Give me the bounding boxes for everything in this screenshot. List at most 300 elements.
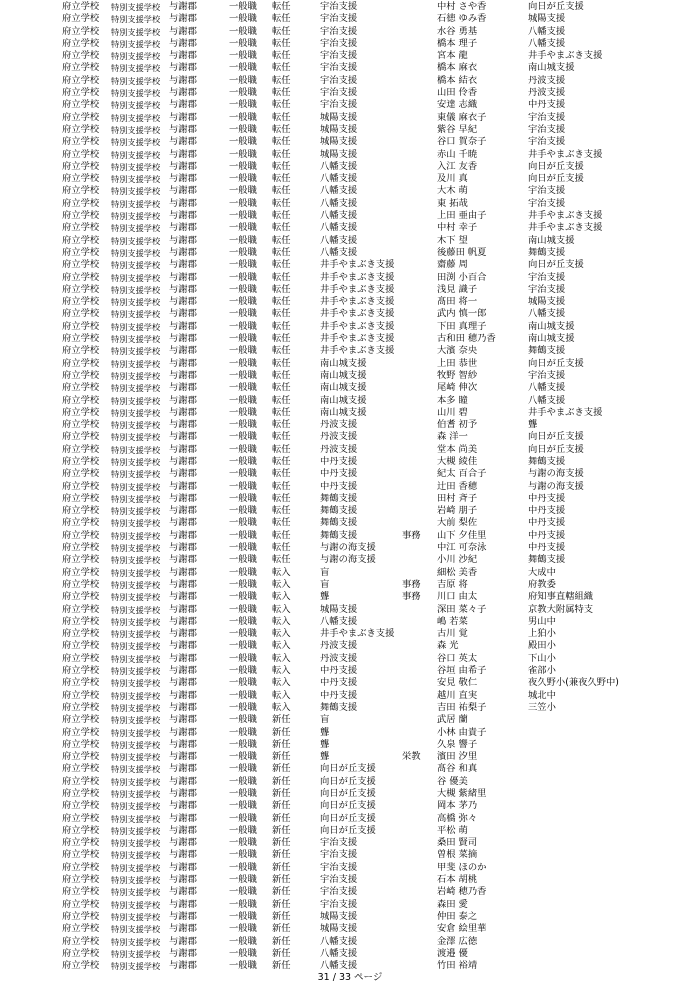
table-row: [0, 112, 700, 124]
staff-name-cell: 伯耆 初予: [437, 419, 478, 431]
job-class-cell: 一般職: [229, 246, 257, 258]
transfer-type-cell: 新任: [272, 898, 291, 910]
school-category-cell: 府立学校: [62, 197, 100, 209]
transfer-type-cell: 新任: [272, 849, 291, 861]
school-type-cell: 特別支援学校: [111, 88, 161, 99]
table-row: [0, 358, 700, 370]
district-cell: 与謝郡: [169, 1, 197, 12]
district-cell: 与謝郡: [169, 824, 197, 836]
staff-name-cell: 曽根 菜摘: [437, 849, 478, 861]
table-row: [0, 407, 700, 419]
destination-cell: 丹波支援: [320, 431, 358, 443]
staff-name-cell: 水谷 勇基: [437, 25, 478, 37]
school-category-cell: 府立学校: [62, 210, 100, 222]
destination-cell: 中丹支援: [320, 665, 358, 677]
school-type-cell: 特別支援学校: [111, 14, 161, 25]
district-cell: 与謝郡: [169, 431, 197, 443]
district-cell: 与謝郡: [169, 849, 197, 861]
destination-cell: 南山城支援: [320, 357, 367, 369]
origin-cell: 八幡支援: [528, 25, 566, 37]
school-category-cell: 府立学校: [62, 185, 100, 197]
school-category-cell: 府立学校: [62, 148, 100, 160]
destination-cell: 井手やまぶき支援: [320, 283, 395, 295]
district-cell: 与謝郡: [169, 910, 197, 922]
district-cell: 与謝郡: [169, 185, 197, 197]
district-cell: 与謝郡: [169, 898, 197, 910]
school-category-cell: 府立学校: [62, 87, 100, 99]
school-category-cell: 府立学校: [62, 640, 100, 652]
school-type-cell: 特別支援学校: [111, 186, 161, 197]
school-type-cell: 特別支援学校: [111, 666, 161, 677]
origin-cell: 八幡支援: [528, 394, 566, 406]
staff-name-cell: 武内 慎一郎: [437, 308, 487, 320]
staff-name-cell: 甲斐 ほのか: [437, 861, 487, 873]
destination-cell: 八幡支援: [320, 185, 358, 197]
transfer-type-cell: 転任: [272, 455, 291, 467]
staff-name-cell: 小林 由貴子: [437, 726, 487, 738]
job-class-cell: 一般職: [229, 517, 257, 529]
destination-cell: 宇治支援: [320, 13, 358, 25]
table-row: [0, 38, 700, 50]
table-row: [0, 136, 700, 148]
school-category-cell: 府立学校: [62, 443, 100, 455]
transfer-type-cell: 新任: [272, 886, 291, 898]
personnel-list: [0, 1, 700, 972]
school-type-cell: 特別支援学校: [111, 813, 161, 824]
district-cell: 与謝郡: [169, 517, 197, 529]
school-category-cell: 府立学校: [62, 480, 100, 492]
transfer-type-cell: 転入: [272, 665, 291, 677]
school-category-cell: 府立学校: [62, 652, 100, 664]
school-category-cell: 府立学校: [62, 910, 100, 922]
origin-cell: 下山小: [528, 652, 556, 664]
school-category-cell: 府立学校: [62, 738, 100, 750]
origin-cell: 舞鶴支援: [528, 554, 566, 566]
transfer-type-cell: 転任: [272, 246, 291, 258]
staff-name-cell: 上田 恭世: [437, 357, 478, 369]
district-cell: 与謝郡: [169, 320, 197, 332]
district-cell: 与謝郡: [169, 37, 197, 49]
job-class-cell: 一般職: [229, 566, 257, 578]
table-row: [0, 628, 700, 640]
staff-name-cell: 辻田 香穂: [437, 480, 478, 492]
school-category-cell: 府立学校: [62, 37, 100, 49]
transfer-type-cell: 転入: [272, 566, 291, 578]
transfer-type-cell: 転任: [272, 492, 291, 504]
transfer-type-cell: 転任: [272, 210, 291, 222]
job-class-cell: 一般職: [229, 210, 257, 222]
staff-name-cell: 吉田 祐梨子: [437, 701, 487, 713]
staff-name-cell: 中村 幸子: [437, 222, 478, 234]
table-row: [0, 923, 700, 935]
school-type-cell: 特別支援学校: [111, 752, 161, 763]
destination-cell: 聾: [320, 726, 330, 738]
staff-name-cell: 牧野 智紗: [437, 369, 478, 381]
origin-cell: 府教委: [528, 578, 556, 590]
job-class-cell: 一般職: [229, 99, 257, 111]
origin-cell: 宇治支援: [528, 111, 566, 123]
job-class-cell: 一般職: [229, 947, 257, 959]
staff-name-cell: 東 拓哉: [437, 197, 468, 209]
school-type-cell: 特別支援学校: [111, 887, 161, 898]
school-type-cell: 特別支援学校: [111, 420, 161, 431]
job-class-cell: 一般職: [229, 1, 257, 12]
table-row: [0, 874, 700, 886]
school-category-cell: 府立学校: [62, 62, 100, 74]
school-category-cell: 府立学校: [62, 960, 100, 972]
destination-cell: 丹波支援: [320, 419, 358, 431]
school-type-cell: 特別支援学校: [111, 247, 161, 258]
school-category-cell: 府立学校: [62, 50, 100, 62]
school-type-cell: 特別支援学校: [111, 161, 161, 172]
destination-cell: 宇治支援: [320, 861, 358, 873]
table-row: [0, 505, 700, 517]
school-category-cell: 府立学校: [62, 431, 100, 443]
district-cell: 与謝郡: [169, 566, 197, 578]
transfer-type-cell: 新任: [272, 751, 291, 763]
origin-cell: 三笠小: [528, 701, 556, 713]
school-type-cell: 特別支援学校: [111, 124, 161, 135]
school-type-cell: 特別支援学校: [111, 321, 161, 332]
district-cell: 与謝郡: [169, 333, 197, 345]
school-category-cell: 府立学校: [62, 13, 100, 25]
table-row: [0, 481, 700, 493]
origin-cell: 中丹支援: [528, 99, 566, 111]
job-class-cell: 一般職: [229, 431, 257, 443]
district-cell: 与謝郡: [169, 960, 197, 972]
staff-name-cell: 下田 真理子: [437, 320, 487, 332]
destination-cell: 盲: [320, 566, 330, 578]
staff-name-cell: 森 光: [437, 640, 459, 652]
staff-name-cell: 入江 友香: [437, 160, 478, 172]
origin-cell: 八幡支援: [528, 382, 566, 394]
job-type-cell: 栄教: [402, 751, 421, 763]
school-type-cell: 特別支援学校: [111, 924, 161, 935]
district-cell: 与謝郡: [169, 369, 197, 381]
table-row: [0, 161, 700, 173]
school-category-cell: 府立学校: [62, 468, 100, 480]
page-indicator: 31 / 33 ページ: [317, 972, 383, 983]
job-class-cell: 一般職: [229, 505, 257, 517]
job-class-cell: 一般職: [229, 910, 257, 922]
job-class-cell: 一般職: [229, 640, 257, 652]
district-cell: 与謝郡: [169, 677, 197, 689]
staff-name-cell: 髙谷 和真: [437, 763, 478, 775]
transfer-type-cell: 新任: [272, 738, 291, 750]
staff-name-cell: 橋本 結衣: [437, 74, 478, 86]
staff-name-cell: 紫谷 早紀: [437, 123, 478, 135]
table-row: [0, 1, 700, 13]
job-class-cell: 一般職: [229, 111, 257, 123]
destination-cell: 宇治支援: [320, 74, 358, 86]
destination-cell: 中丹支援: [320, 677, 358, 689]
district-cell: 与謝郡: [169, 148, 197, 160]
table-row: [0, 702, 700, 714]
transfer-type-cell: 転任: [272, 468, 291, 480]
school-type-cell: 特別支援学校: [111, 690, 161, 701]
district-cell: 与謝郡: [169, 812, 197, 824]
staff-name-cell: 武居 蘭: [437, 714, 468, 726]
destination-cell: 向日が丘支援: [320, 763, 376, 775]
transfer-type-cell: 転任: [272, 382, 291, 394]
origin-cell: 宇治支援: [528, 136, 566, 148]
district-cell: 与謝郡: [169, 542, 197, 554]
transfer-type-cell: 新任: [272, 714, 291, 726]
transfer-type-cell: 転任: [272, 13, 291, 25]
job-class-cell: 一般職: [229, 468, 257, 480]
table-row: [0, 173, 700, 185]
job-class-cell: 一般職: [229, 751, 257, 763]
destination-cell: 宇治支援: [320, 99, 358, 111]
school-type-cell: 特別支援学校: [111, 469, 161, 480]
origin-cell: 南山城支援: [528, 333, 575, 345]
destination-cell: 向日が丘支援: [320, 788, 376, 799]
school-category-cell: 府立学校: [62, 751, 100, 763]
origin-cell: 井手やまぶき支援: [528, 148, 603, 160]
table-row: [0, 493, 700, 505]
table-row: [0, 370, 700, 382]
school-category-cell: 府立学校: [62, 714, 100, 726]
destination-cell: 城陽支援: [320, 136, 358, 148]
transfer-type-cell: 新任: [272, 923, 291, 935]
origin-cell: 宇治支援: [528, 283, 566, 295]
origin-cell: 井手やまぶき支援: [528, 50, 603, 62]
district-cell: 与謝郡: [169, 99, 197, 111]
staff-name-cell: 大槻 綾佳: [437, 455, 478, 467]
transfer-type-cell: 転任: [272, 74, 291, 86]
transfer-type-cell: 転任: [272, 443, 291, 455]
table-row: [0, 604, 700, 616]
staff-name-cell: 安倉 絵里華: [437, 923, 487, 935]
school-category-cell: 府立学校: [62, 136, 100, 148]
school-type-cell: 特別支援学校: [111, 297, 161, 308]
staff-name-cell: 大槻 紫緒里: [437, 788, 487, 799]
origin-cell: 向日が丘支援: [528, 443, 584, 455]
district-cell: 与謝郡: [169, 173, 197, 185]
table-row: [0, 849, 700, 861]
origin-cell: 宇治支援: [528, 369, 566, 381]
destination-cell: 盲: [320, 578, 330, 590]
school-type-cell: 特別支援学校: [111, 948, 161, 959]
origin-cell: 宇治支援: [528, 271, 566, 283]
origin-cell: 舞鶴支援: [528, 455, 566, 467]
staff-name-cell: 渡邉 優: [437, 947, 468, 959]
district-cell: 与謝郡: [169, 554, 197, 566]
district-cell: 与謝郡: [169, 406, 197, 418]
school-category-cell: 府立学校: [62, 812, 100, 824]
district-cell: 与謝郡: [169, 615, 197, 627]
job-class-cell: 一般職: [229, 136, 257, 148]
origin-cell: 井手やまぶき支援: [528, 210, 603, 222]
school-type-cell: 特別支援学校: [111, 641, 161, 652]
table-row: [0, 911, 700, 923]
transfer-type-cell: 転任: [272, 111, 291, 123]
transfer-type-cell: 転任: [272, 345, 291, 357]
staff-name-cell: 橋本 麻衣: [437, 62, 478, 74]
job-class-cell: 一般職: [229, 160, 257, 172]
table-row: [0, 554, 700, 566]
district-cell: 与謝郡: [169, 468, 197, 480]
transfer-type-cell: 転任: [272, 123, 291, 135]
school-type-cell: 特別支援学校: [111, 789, 161, 799]
school-type-cell: 特別支援学校: [111, 481, 161, 492]
staff-name-cell: 平松 萌: [437, 824, 468, 836]
school-category-cell: 府立学校: [62, 308, 100, 320]
school-type-cell: 特別支援学校: [111, 260, 161, 271]
school-category-cell: 府立学校: [62, 455, 100, 467]
district-cell: 与謝郡: [169, 505, 197, 517]
staff-name-cell: 古川 覚: [437, 628, 468, 640]
staff-name-cell: 濱田 汐里: [437, 751, 478, 763]
school-type-cell: 特別支援学校: [111, 555, 161, 566]
destination-cell: 城陽支援: [320, 148, 358, 160]
table-row: [0, 210, 700, 222]
school-type-cell: 特別支援学校: [111, 961, 161, 972]
transfer-type-cell: 転任: [272, 259, 291, 271]
transfer-type-cell: 転入: [272, 591, 291, 603]
transfer-type-cell: 転入: [272, 640, 291, 652]
district-cell: 与謝郡: [169, 837, 197, 849]
staff-name-cell: 山田 伶香: [437, 87, 478, 99]
table-row: [0, 419, 700, 431]
school-category-cell: 府立学校: [62, 849, 100, 861]
staff-name-cell: 橋本 理子: [437, 37, 478, 49]
job-class-cell: 一般職: [229, 87, 257, 99]
job-class-cell: 一般職: [229, 542, 257, 554]
staff-name-cell: 桑田 賢司: [437, 837, 478, 849]
table-row: [0, 296, 700, 308]
district-cell: 与謝郡: [169, 394, 197, 406]
school-type-cell: 特別支援学校: [111, 567, 161, 578]
district-cell: 与謝郡: [169, 271, 197, 283]
job-class-cell: 一般職: [229, 701, 257, 713]
table-row: [0, 665, 700, 677]
transfer-type-cell: 転任: [272, 357, 291, 369]
school-type-cell: 特別支援学校: [111, 75, 161, 86]
staff-name-cell: 森 洋一: [437, 431, 468, 443]
origin-cell: 上狛小: [528, 628, 556, 640]
school-category-cell: 府立学校: [62, 665, 100, 677]
transfer-type-cell: 新任: [272, 800, 291, 812]
school-type-cell: 特別支援学校: [111, 801, 161, 812]
table-row: [0, 431, 700, 443]
table-row: [0, 395, 700, 407]
destination-cell: 与謝の海支援: [320, 542, 376, 554]
table-row: [0, 948, 700, 960]
table-row: [0, 247, 700, 259]
destination-cell: 中丹支援: [320, 480, 358, 492]
origin-cell: 与謝の海支援: [528, 480, 584, 492]
transfer-type-cell: 新任: [272, 935, 291, 947]
school-category-cell: 府立学校: [62, 505, 100, 517]
origin-cell: 大成中: [528, 566, 556, 578]
table-row: [0, 579, 700, 591]
staff-name-cell: 岡本 茅乃: [437, 800, 478, 812]
school-type-cell: 特別支援学校: [111, 936, 161, 947]
school-type-cell: 特別支援学校: [111, 616, 161, 627]
job-class-cell: 一般職: [229, 197, 257, 209]
table-row: [0, 837, 700, 849]
staff-name-cell: 谷垣 由希子: [437, 665, 487, 677]
destination-cell: 舞鶴支援: [320, 529, 358, 541]
origin-cell: 中丹支援: [528, 529, 566, 541]
district-cell: 与謝郡: [169, 775, 197, 787]
staff-name-cell: 後藤田 帆夏: [437, 246, 487, 258]
table-row: [0, 456, 700, 468]
district-cell: 与謝郡: [169, 751, 197, 763]
table-row: [0, 825, 700, 837]
job-class-cell: 一般職: [229, 357, 257, 369]
job-class-cell: 一般職: [229, 824, 257, 836]
school-type-cell: 特別支援学校: [111, 358, 161, 369]
table-row: [0, 862, 700, 874]
staff-name-cell: 田村 斉子: [437, 492, 478, 504]
job-class-cell: 一般職: [229, 394, 257, 406]
origin-cell: 向日が丘支援: [528, 357, 584, 369]
school-category-cell: 府立学校: [62, 25, 100, 37]
transfer-type-cell: 転任: [272, 197, 291, 209]
transfer-type-cell: 転任: [272, 554, 291, 566]
transfer-type-cell: 新任: [272, 824, 291, 836]
destination-cell: 城陽支援: [320, 923, 358, 935]
table-row: [0, 87, 700, 99]
staff-name-cell: 越川 直実: [437, 689, 478, 701]
district-cell: 与謝郡: [169, 13, 197, 25]
origin-cell: 舞鶴支援: [528, 246, 566, 258]
origin-cell: 殿田小: [528, 640, 556, 652]
school-category-cell: 府立学校: [62, 406, 100, 418]
table-row: [0, 284, 700, 296]
school-category-cell: 府立学校: [62, 874, 100, 886]
job-class-cell: 一般職: [229, 333, 257, 345]
job-class-cell: 一般職: [229, 480, 257, 492]
table-row: [0, 259, 700, 271]
origin-cell: 丹波支援: [528, 87, 566, 99]
job-type-cell: 事務: [402, 591, 421, 603]
table-row: [0, 788, 700, 800]
staff-name-cell: 尾崎 伸次: [437, 382, 478, 394]
transfer-type-cell: 転入: [272, 628, 291, 640]
transfer-type-cell: 転入: [272, 578, 291, 590]
school-type-cell: 特別支援学校: [111, 383, 161, 394]
school-type-cell: 特別支援学校: [111, 2, 161, 12]
transfer-type-cell: 転任: [272, 1, 291, 12]
origin-cell: 中丹支援: [528, 517, 566, 529]
destination-cell: 八幡支援: [320, 234, 358, 246]
school-type-cell: 特別支援学校: [111, 370, 161, 381]
school-type-cell: 特別支援学校: [111, 38, 161, 49]
origin-cell: 向日が丘支援: [528, 431, 584, 443]
table-row: [0, 776, 700, 788]
school-category-cell: 府立学校: [62, 800, 100, 812]
job-class-cell: 一般職: [229, 812, 257, 824]
job-class-cell: 一般職: [229, 554, 257, 566]
transfer-type-cell: 転任: [272, 271, 291, 283]
staff-name-cell: 岩崎 穂乃香: [437, 886, 487, 898]
staff-name-cell: 齋藤 周: [437, 259, 468, 271]
destination-cell: 宇治支援: [320, 1, 358, 12]
school-category-cell: 府立学校: [62, 271, 100, 283]
school-category-cell: 府立学校: [62, 222, 100, 234]
job-class-cell: 一般職: [229, 615, 257, 627]
school-category-cell: 府立学校: [62, 886, 100, 898]
staff-name-cell: 及川 真: [437, 173, 468, 185]
district-cell: 与謝郡: [169, 123, 197, 135]
origin-cell: 丹波支援: [528, 74, 566, 86]
destination-cell: 宇治支援: [320, 50, 358, 62]
district-cell: 与謝郡: [169, 652, 197, 664]
district-cell: 与謝郡: [169, 160, 197, 172]
